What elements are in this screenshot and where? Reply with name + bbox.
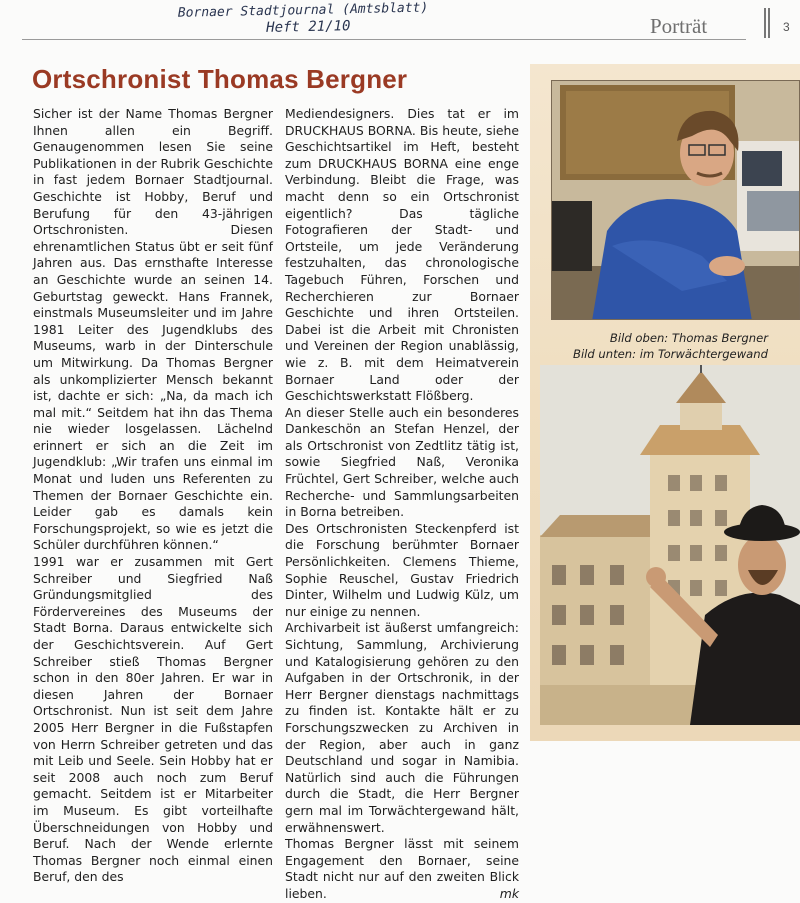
caption-line-2: Bild unten: im Torwächtergewand [572,346,768,361]
handwritten-note-line-2: Heft 21/10 [266,18,351,36]
portrait-photo [551,80,800,320]
page-number: 3 [783,20,790,34]
paragraph: Mediendesigners. Dies tat er im DRUCKHAUS BORNA. Bis heute, siehe Geschichtsartikel im Heft, besteht zum DRUCKHAUS BORNA eine enge Verbindung. Bleibt die Frage, was macht denn so ein Ortschronist eigentlich? Das tägliche Fotografieren der Stadt- und Ortsteile, um jede Veränderung festzuhalten, das chronologische Tagebuch Führen, Forschen und Recherchieren zur Bornaer Geschichte und ihren Ortsteilen. Dabei ist die Arbeit mit Chronisten und Vereinen der Region unablässig, wie z. B. mit dem Heimatverein Bornaer Land oder der Geschichtswerkstatt Flößberg. [285,106,519,404]
header-rule [22,39,746,40]
article-title: Ortschronist Thomas Bergner [32,64,408,94]
paragraph: An dieser Stelle auch ein besonderes Dankeschön an Stefan Henzel, der als Ortschronist von Zedtlitz tätig ist, sowie Siegfried Naß, Veronika Früchtel, Gert Schreiber, welche auch Recherche- und Sammlungsarbeiten in Borna betreiben. [285,404,519,520]
paragraph [285,836,519,902]
photo-caption [573,331,768,362]
caption-line-1: Bild oben: Thomas Bergner [609,331,768,345]
paragraph: Sicher ist der Name Thomas Bergner Ihnen allen ein Begriff. Genaugenommen lesen Sie seine Publikationen in der Rubrik Geschichte in fast jedem Bornaer Stadtjournal. Geschichte ist Hobby, Beruf und Berufung für den 43-jährigen Ortschronisten. Diesen ehrenamtlichen Status übt er seit fünf Jahren aus. Das ernsthafte Interesse an Geschichte wurde an seinen 14. Geburtstag geweckt. Hans Frannek, einstmals Museumsleiter und im Jahre 1981 Leiter des Jugendklubs des Museums, warb in der Dinterschule um Mitwirkung. Da Thomas Bergner als unkomplizierter Mensch bekannt ist, dachte er sich: „Na, da mach ich mal mit.“ Seitdem hat ihn das Thema nie wieder losgelassen. Lächelnd erinnert er sich an die Zeit im Jugendklub: „Wir trafen uns einmal im Monat und luden uns Referenten zu Themen der Bornaer Geschichte ein. Leider gab es damals kein Forschungsprojekt, so wie es jetzt die Schüler durchführen können.“ [33,106,273,553]
tower-guard-illustration [540,365,800,725]
section-label: Porträt [650,14,708,38]
paragraph: Des Ortschronisten Steckenpferd ist die Forschung berühmter Bornaer Persönlichkeiten. Clemens Thieme, Sophie Reuschel, Gustav Friedrich Dinter, Wilhelm und Ludwig Külz, um nur einige zu nennen. [285,520,519,619]
article-column-1 [33,106,273,886]
portrait-photo-illustration [552,81,800,320]
header-separator [764,8,770,38]
tower-guard-photo [540,365,800,725]
author-signature: mk [499,885,519,901]
paragraph: 1991 war er zusammen mit Gert Schreiber und Siegfried Naß Gründungsmitglied des Fördervereines des Museums der Stadt Borna. Daraus entwickelte sich der Geschichtsverein. Auf Gert Schreiber stieß Thomas Bergner schon in den 80er Jahren. Er war in diesen Jahren der Bornaer Ortschronist. Nun ist seit dem Jahre 2005 Herr Bergner in die Fußstapfen von Herrn Schreiber getreten und das mit Leib und Seele. Sein Hobby hat er seit 2008 auch noch zum Beruf gemacht. Seitdem ist er Mitarbeiter im Museum. Es gibt vorteilhafte Überschneidungen von Hobby und Beruf. Nach der Wende erlernte Thomas Bergner noch einmal einen Beruf, den des [33,554,273,885]
paragraph-text: Thomas Bergner lässt mit seinem Engagement den Bornaer, seine Stadt nicht nur auf den zweiten Blick lieben. [285,836,519,901]
paragraph: Archivarbeit ist äußerst umfangreich: Sichtung, Sammlung, Archivierung und Katalogisierung gehören zu den Aufgaben in der Ortschronik, in der Herr Bergner dienstags nachmittags zu finden ist. Kontakte hält er zu Forschungszwecken zu Archiven in der Region, aber auch in ganz Deutschland und sogar in Namibia. Natürlich sind auch die Führungen durch die Stadt, die Herr Bergner gern mal im Torwächtergewand hält, erwähnenswert. [285,620,519,835]
handwritten-source-note [178,0,539,38]
article-column-2 [285,106,519,903]
handwritten-note-line-1: Bornaer Stadtjournal (Amtsblatt) [177,0,429,21]
